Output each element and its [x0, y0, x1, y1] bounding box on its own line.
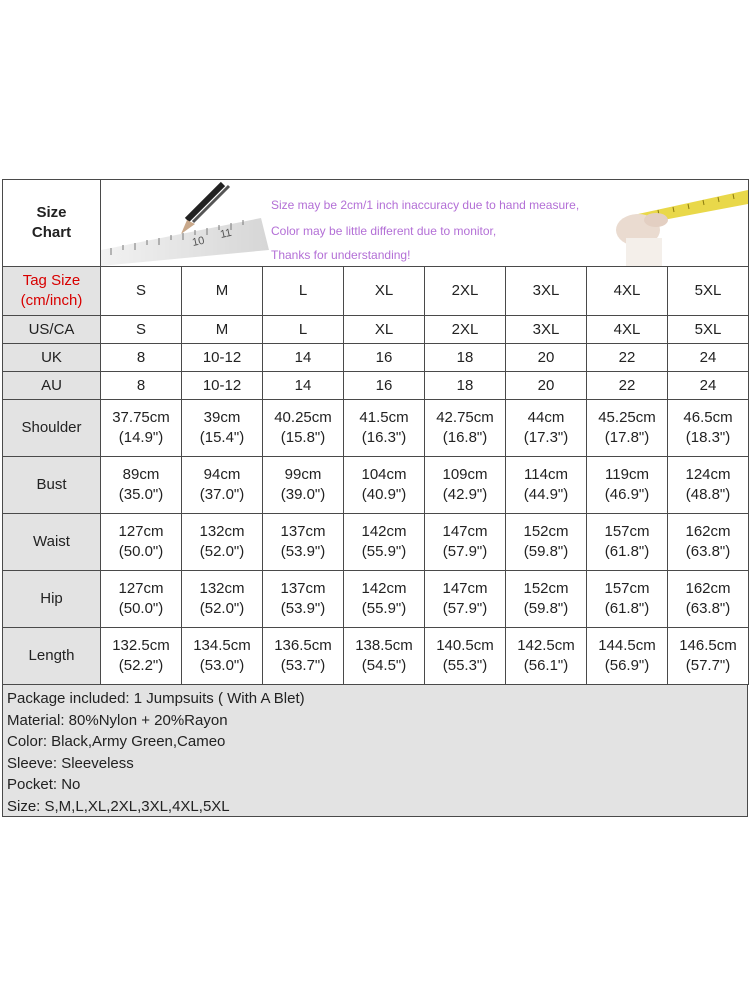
measure-inch: (18.3") [685, 429, 731, 446]
measure-inch: (37.0") [199, 486, 245, 503]
table-cell: XL [344, 316, 425, 344]
table-cell: 3XL [506, 316, 587, 344]
measure-cell [344, 571, 425, 628]
row-label: US/CA [3, 316, 101, 344]
measure-inch: (63.8") [685, 600, 731, 617]
tag-size-cell: S [101, 267, 182, 316]
measure-cell [587, 400, 668, 457]
info-color: Color: Black,Army Green,Cameo [7, 733, 226, 750]
info-pocket: Pocket: No [7, 776, 81, 793]
measure-cell [182, 514, 263, 571]
size-chart [2, 179, 748, 818]
measure-inch: (17.3") [523, 429, 569, 446]
ruler-pencil-icon [101, 180, 271, 266]
tag-size-cell: 4XL [587, 267, 668, 316]
measure-cm: 136.5cm [274, 637, 332, 654]
measure-cell [344, 457, 425, 514]
table-cell: 14 [263, 372, 344, 400]
table-cell: 24 [668, 372, 749, 400]
table-cell: 8 [101, 344, 182, 372]
measure-inch: (48.8") [685, 486, 731, 503]
measure-inch: (52.0") [199, 600, 245, 617]
measure-cm: 41.5cm [359, 409, 409, 426]
table-cell: 8 [101, 372, 182, 400]
measure-cell [101, 571, 182, 628]
measure-inch: (53.0") [199, 657, 245, 674]
table-cell: 18 [425, 372, 506, 400]
measure-cm: 40.25cm [274, 409, 332, 426]
table-cell: 20 [506, 372, 587, 400]
measure-cm: 99cm [284, 466, 322, 483]
measure-cm: 89cm [122, 466, 160, 483]
length-row [3, 628, 749, 685]
shoulder-row [3, 400, 749, 457]
measure-cm: 37.75cm [112, 409, 170, 426]
measure-cell [425, 571, 506, 628]
tag-size-cell: 3XL [506, 267, 587, 316]
measure-cm: 142.5cm [517, 637, 575, 654]
measure-cm: 140.5cm [436, 637, 494, 654]
measure-cell [101, 400, 182, 457]
measure-cell [425, 514, 506, 571]
table-cell: 16 [344, 344, 425, 372]
measure-cell [668, 457, 749, 514]
measure-cell [506, 400, 587, 457]
measure-inch: (61.8") [604, 543, 650, 560]
table-cell: M [182, 316, 263, 344]
measure-inch: (40.9") [361, 486, 407, 503]
measure-cm: 137cm [280, 580, 326, 597]
measure-cm: 46.5cm [683, 409, 733, 426]
measure-inch: (35.0") [118, 486, 164, 503]
measure-inch: (55.3") [442, 657, 488, 674]
row-label: Bust [3, 457, 101, 514]
product-info [2, 685, 748, 817]
measure-cm: 39cm [203, 409, 241, 426]
bust-row [3, 457, 749, 514]
measure-cell [263, 571, 344, 628]
measure-cell [182, 457, 263, 514]
measure-inch: (53.9") [280, 543, 326, 560]
measure-cm: 142cm [361, 523, 407, 540]
measure-inch: (14.9") [118, 429, 164, 446]
measure-cell [668, 628, 749, 685]
info-material: Material: 80%Nylon + 20%Rayon [7, 711, 228, 729]
measure-cell [425, 400, 506, 457]
banner [101, 180, 749, 267]
table-cell: 5XL [668, 316, 749, 344]
table-cell: 14 [263, 344, 344, 372]
measure-inch: (59.8") [523, 543, 569, 560]
measure-cell [182, 400, 263, 457]
measure-inch: (46.9") [604, 486, 650, 503]
measure-cell [506, 457, 587, 514]
table-cell: 10-12 [182, 344, 263, 372]
measure-inch: (50.0") [118, 543, 164, 560]
table-cell: 10-12 [182, 372, 263, 400]
measure-cell [101, 514, 182, 571]
row-label: Hip [3, 571, 101, 628]
row-label: Waist [3, 514, 101, 571]
table-cell: 22 [587, 344, 668, 372]
table-cell: 20 [506, 344, 587, 372]
measure-cm: 134.5cm [193, 637, 251, 654]
measure-inch: (54.5") [361, 657, 407, 674]
measure-cell [263, 514, 344, 571]
tag-size-cell: M [182, 267, 263, 316]
measure-cm: 132.5cm [112, 637, 170, 654]
measure-cm: 157cm [604, 580, 650, 597]
measure-inch: (56.9") [604, 657, 650, 674]
measure-cm: 132cm [199, 580, 245, 597]
measure-cm: 44cm [527, 409, 565, 426]
measure-cell [101, 628, 182, 685]
measure-cm: 109cm [442, 466, 488, 483]
measure-inch: (53.7") [280, 657, 326, 674]
measure-cell [587, 571, 668, 628]
measure-cm: 124cm [685, 466, 731, 483]
measure-inch: (15.8") [280, 429, 326, 446]
table-cell: 2XL [425, 316, 506, 344]
table-cell: 4XL [587, 316, 668, 344]
measure-inch: (52.0") [199, 543, 245, 560]
tag-size-cell: L [263, 267, 344, 316]
measure-inch: (44.9") [523, 486, 569, 503]
row-label: Length [3, 628, 101, 685]
measure-cell [506, 514, 587, 571]
measure-cell [668, 571, 749, 628]
measure-inch: (16.3") [361, 429, 407, 446]
measure-cell [263, 457, 344, 514]
chart-title [3, 180, 101, 267]
tag-size-label: Tag Size (cm/inch) [3, 267, 101, 316]
measure-cm: 146.5cm [679, 637, 737, 654]
measure-cm: 152cm [523, 523, 569, 540]
measure-cm: 45.25cm [598, 409, 656, 426]
measure-inch: (16.8") [442, 429, 488, 446]
measure-cm: 127cm [118, 580, 164, 597]
measure-inch: (57.9") [442, 600, 488, 617]
measure-inch: (53.9") [280, 600, 326, 617]
us-ca-row [3, 316, 749, 344]
tag-size-cell: 5XL [668, 267, 749, 316]
measure-cm: 94cm [203, 466, 241, 483]
measure-cell [668, 400, 749, 457]
measure-inch: (59.8") [523, 600, 569, 617]
measure-cm: 114cm [524, 466, 568, 483]
measure-inch: (42.9") [442, 486, 488, 503]
measure-cell [182, 628, 263, 685]
measure-cell [506, 628, 587, 685]
measure-cell [344, 514, 425, 571]
size-table [2, 179, 749, 685]
measure-cell [587, 628, 668, 685]
measure-cell [587, 457, 668, 514]
measure-cell [263, 628, 344, 685]
waist-row [3, 514, 749, 571]
row-label: AU [3, 372, 101, 400]
tag-size-cell: XL [344, 267, 425, 316]
chart-title-line2: Chart [31, 224, 72, 241]
measure-cell [344, 400, 425, 457]
measure-inch: (61.8") [604, 600, 650, 617]
measure-cm: 142cm [361, 580, 407, 597]
measure-inch: (52.2") [118, 657, 164, 674]
measure-cm: 147cm [442, 580, 488, 597]
measure-cm: 147cm [442, 523, 488, 540]
measure-cell [101, 457, 182, 514]
measure-cell [425, 457, 506, 514]
measure-cell [263, 400, 344, 457]
measure-cell [587, 514, 668, 571]
measure-inch: (55.9") [361, 600, 407, 617]
measure-cm: 144.5cm [598, 637, 656, 654]
measure-cell [344, 628, 425, 685]
measure-inch: (50.0") [118, 600, 164, 617]
info-sleeve: Sleeve: Sleeveless [7, 754, 134, 772]
measure-cm: 104cm [361, 466, 407, 483]
measure-cm: 42.75cm [436, 409, 494, 426]
measure-cell [182, 571, 263, 628]
row-label: UK [3, 344, 101, 372]
tag-size-cell: 2XL [425, 267, 506, 316]
measure-inch: (39.0") [280, 486, 326, 503]
table-cell: 16 [344, 372, 425, 400]
measure-cm: 157cm [604, 523, 650, 540]
measure-cm: 132cm [199, 523, 245, 540]
table-cell: 24 [668, 344, 749, 372]
ruler-digit-2: 11 [219, 226, 233, 241]
row-label: Shoulder [3, 400, 101, 457]
table-cell: S [101, 316, 182, 344]
ruler-digit-1: 10 [191, 234, 206, 249]
measure-inch: (17.8") [604, 429, 650, 446]
info-package: Package included: 1 Jumpsuits ( With A Blet) [7, 690, 305, 707]
measure-inch: (63.8") [685, 543, 731, 560]
note-color: Color may be little different due to monitor, [271, 224, 497, 238]
measure-inch: (15.4") [199, 429, 245, 446]
measure-cm: 137cm [280, 523, 326, 540]
measure-cm: 162cm [685, 580, 731, 597]
table-cell: 22 [587, 372, 668, 400]
measure-cell [425, 628, 506, 685]
measure-cm: 162cm [685, 523, 731, 540]
note-accuracy: Size may be 2cm/1 inch inaccuracy due to hand measure, [271, 198, 580, 212]
au-row [3, 372, 749, 400]
measure-cm: 152cm [523, 580, 569, 597]
table-cell: 18 [425, 344, 506, 372]
measure-cm: 138.5cm [355, 637, 413, 654]
uk-row [3, 344, 749, 372]
measure-inch: (57.7") [685, 657, 731, 674]
measure-cm: 127cm [118, 523, 164, 540]
measure-cell [506, 571, 587, 628]
hip-row [3, 571, 749, 628]
measure-inch: (56.1") [523, 657, 569, 674]
note-thanks: Thanks for understanding! [271, 248, 411, 262]
info-sizes: Size: S,M,L,XL,2XL,3XL,4XL,5XL [7, 797, 230, 815]
measure-cm: 119cm [605, 466, 649, 483]
measure-inch: (55.9") [361, 543, 407, 560]
measure-cell [668, 514, 749, 571]
table-cell: L [263, 316, 344, 344]
measure-inch: (57.9") [442, 543, 488, 560]
tape-measure-hand-icon [598, 180, 748, 266]
chart-title-line1: Size [36, 204, 67, 221]
